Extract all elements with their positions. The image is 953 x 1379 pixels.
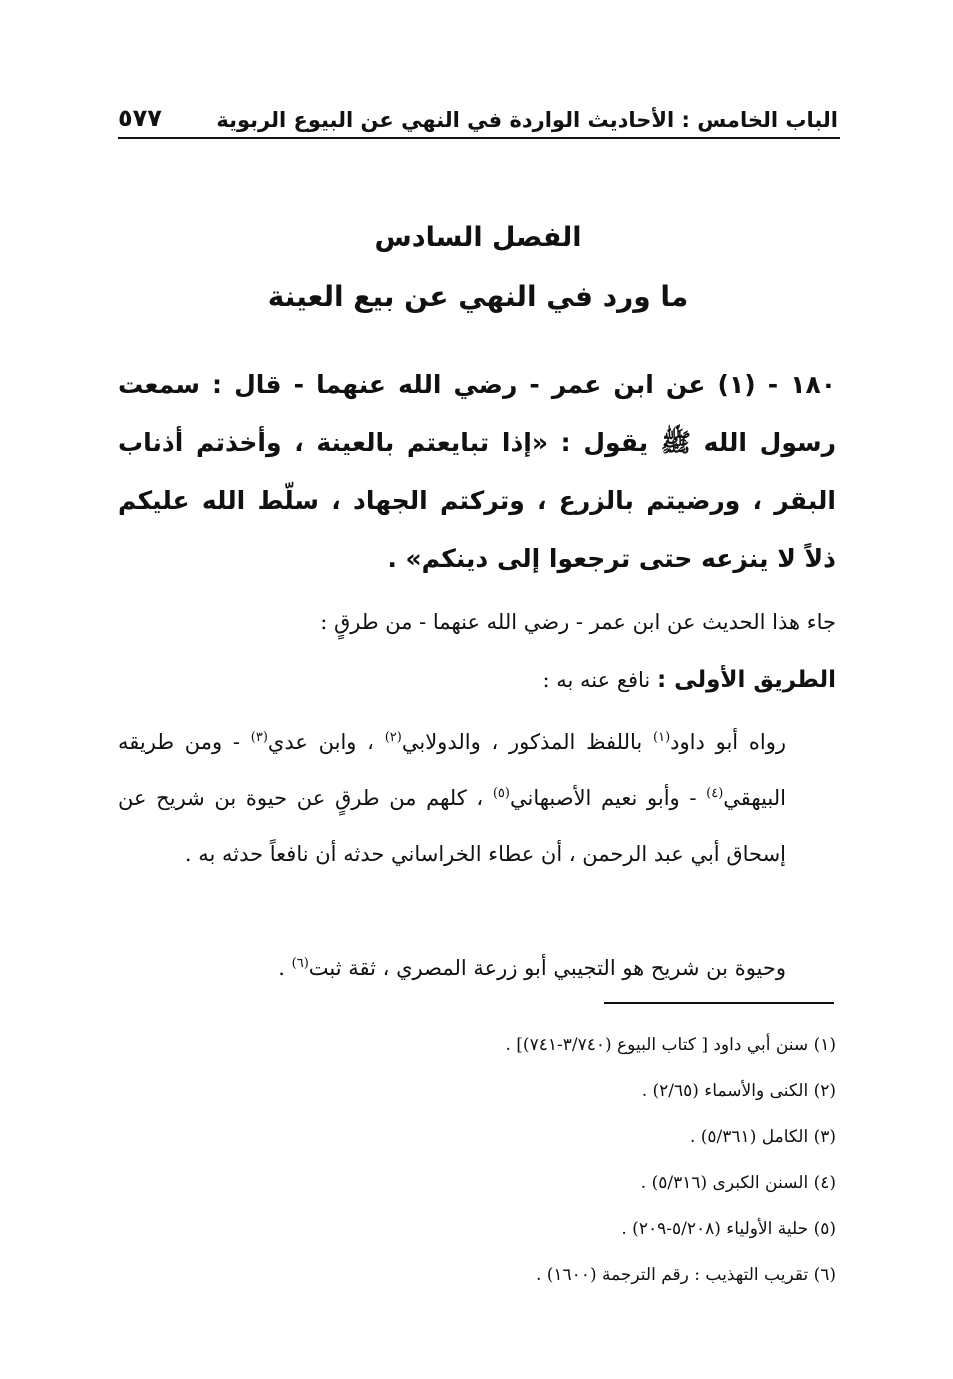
hadith-text: ١٨٠ - (١) عن ابن عمر - رضي الله عنهما - قال : سمعت رسول الله ﷺ يقول : «إذا تبايعتم بالعينة ، وأخذتم أذناب البقر ، ورضيتم بالزرع ، وتركتم الجهاد ، سلّط الله عليكم ذلاً لا ينزعه حتى ترجعوا إلى دينكم» . <box>118 370 836 573</box>
footnote-ref: (١) <box>653 730 671 745</box>
footnote-divider <box>604 1002 834 1004</box>
narration-text: ، وابن عدي <box>267 730 374 754</box>
narration-text: - وأبو نعيم الأصبهاني <box>509 786 697 810</box>
footnote-item: (٤) السنن الكبرى (٥/٣١٦) . <box>640 1173 836 1193</box>
narrator-note <box>118 940 836 996</box>
intro-paragraph: جاء هذا الحديث عن ابن عمر - رضي الله عنهما - من طرقٍ : <box>320 610 836 634</box>
narration-text: باللفظ المذكور ، والدولابي <box>401 730 643 754</box>
header-title: الباب الخامس : الأحاديث الواردة في النهي عن البيوع الربوية <box>216 108 838 132</box>
footnote-item: (٣) الكامل (٥/٣٦١) . <box>689 1127 836 1147</box>
footnote-item: (١) سنن أبي داود [ كتاب البيوع (٣/٧٤٠-٧٤١)] . <box>505 1035 836 1055</box>
narrator-note-text: وحيوة بن شريح هو التجيبي أبو زرعة المصري ، ثقة ثبت <box>308 956 786 980</box>
page-number: ٥٧٧ <box>118 104 162 132</box>
narration-text: - ومن طريقه البيهقي <box>118 730 786 810</box>
footnote-ref: (٢) <box>384 730 402 745</box>
route-label: الطريق الأولى : <box>656 667 836 693</box>
route-paragraph <box>118 652 836 708</box>
chapter-title: الفصل السادس <box>374 222 582 253</box>
footnote-ref: (٣) <box>250 730 268 745</box>
running-header <box>118 92 838 132</box>
narration-text: رواه أبو داود <box>670 730 786 754</box>
footnote-ref: (٤) <box>706 786 724 801</box>
header-divider <box>118 137 840 139</box>
footnote-item: (٥) حلية الأولياء (٥/٢٠٨-٢٠٩) . <box>621 1219 836 1239</box>
footnotes-list <box>118 1022 836 1298</box>
footnote-item: (٦) تقريب التهذيب : رقم الترجمة (١٦٠٠) . <box>535 1265 836 1285</box>
narrator-note-end: . <box>278 956 285 980</box>
route-text: نافع عنه به : <box>542 668 651 692</box>
footnote-ref: (٦) <box>291 956 309 971</box>
footnote-item: (٢) الكنى والأسماء (٢/٦٥) . <box>641 1081 836 1101</box>
footnote-ref: (٥) <box>492 786 510 801</box>
chapter-subtitle: ما ورد في النهي عن بيع العينة <box>267 280 689 313</box>
narration-text: ، كلهم من طرقٍ عن حيوة بن شريح عن إسحاق أبي عبد الرحمن ، أن عطاء الخراساني حدثه أن نافعاً حدثه به . <box>118 786 786 866</box>
narration-paragraph <box>118 714 836 882</box>
